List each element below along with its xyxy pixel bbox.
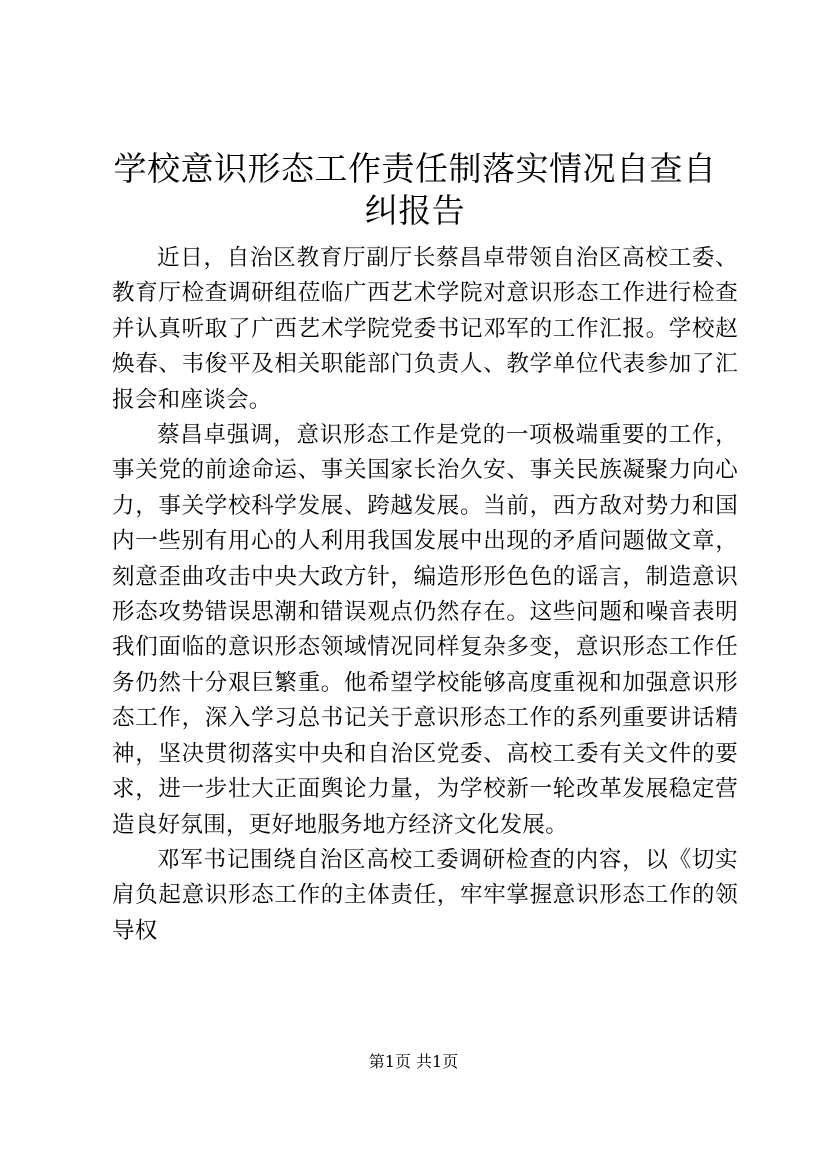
document-body [112,241,738,949]
paragraph-2: 蔡昌卓强调，意识形态工作是党的一项极端重要的工作，事关党的前途命运、事关国家长治久安、事关民族凝聚力向心力，事关学校科学发展、跨越发展。当前，西方敌对势力和国内一些别有用心的人利用我国发展中出现的矛盾问题做文章，刻意歪曲攻击中央大政方针，编造形形色色的谣言，制造意识形态攻势错误思潮和错误观点仍然存在。这些问题和噪音表明我们面临的意识形态领域情况同样复杂多变，意识形态工作任务仍然十分艰巨繁重。他希望学校能够高度重视和加强意识形态工作，深入学习总书记关于意识形态工作的系列重要讲话精神，坚决贯彻落实中央和自治区党委、高校工委有关文件的要求，进一步壮大正面舆论力量，为学校新一轮改革发展稳定营造良好氛围，更好地服务地方经济文化发展。 [112,422,738,838]
paragraph-3: 邓军书记围绕自治区高校工委调研检查的内容，以《切实肩负起意识形态工作的主体责任，牢牢掌握意识形态工作的领导权 [112,846,738,944]
page-footer: 第1页 共1页 [368,1052,459,1071]
document-title: 学校意识形态工作责任制落实情况自查自纠报告 [113,149,717,230]
paragraph-1: 近日，自治区教育厅副厅长蔡昌卓带领自治区高校工委、教育厅检查调研组莅临广西艺术学院对意识形态工作进行检查并认真听取了广西艺术学院党委书记邓军的工作汇报。学校赵焕春、韦俊平及相关职能部门负责人、教学单位代表参加了汇报会和座谈会。 [112,245,738,413]
